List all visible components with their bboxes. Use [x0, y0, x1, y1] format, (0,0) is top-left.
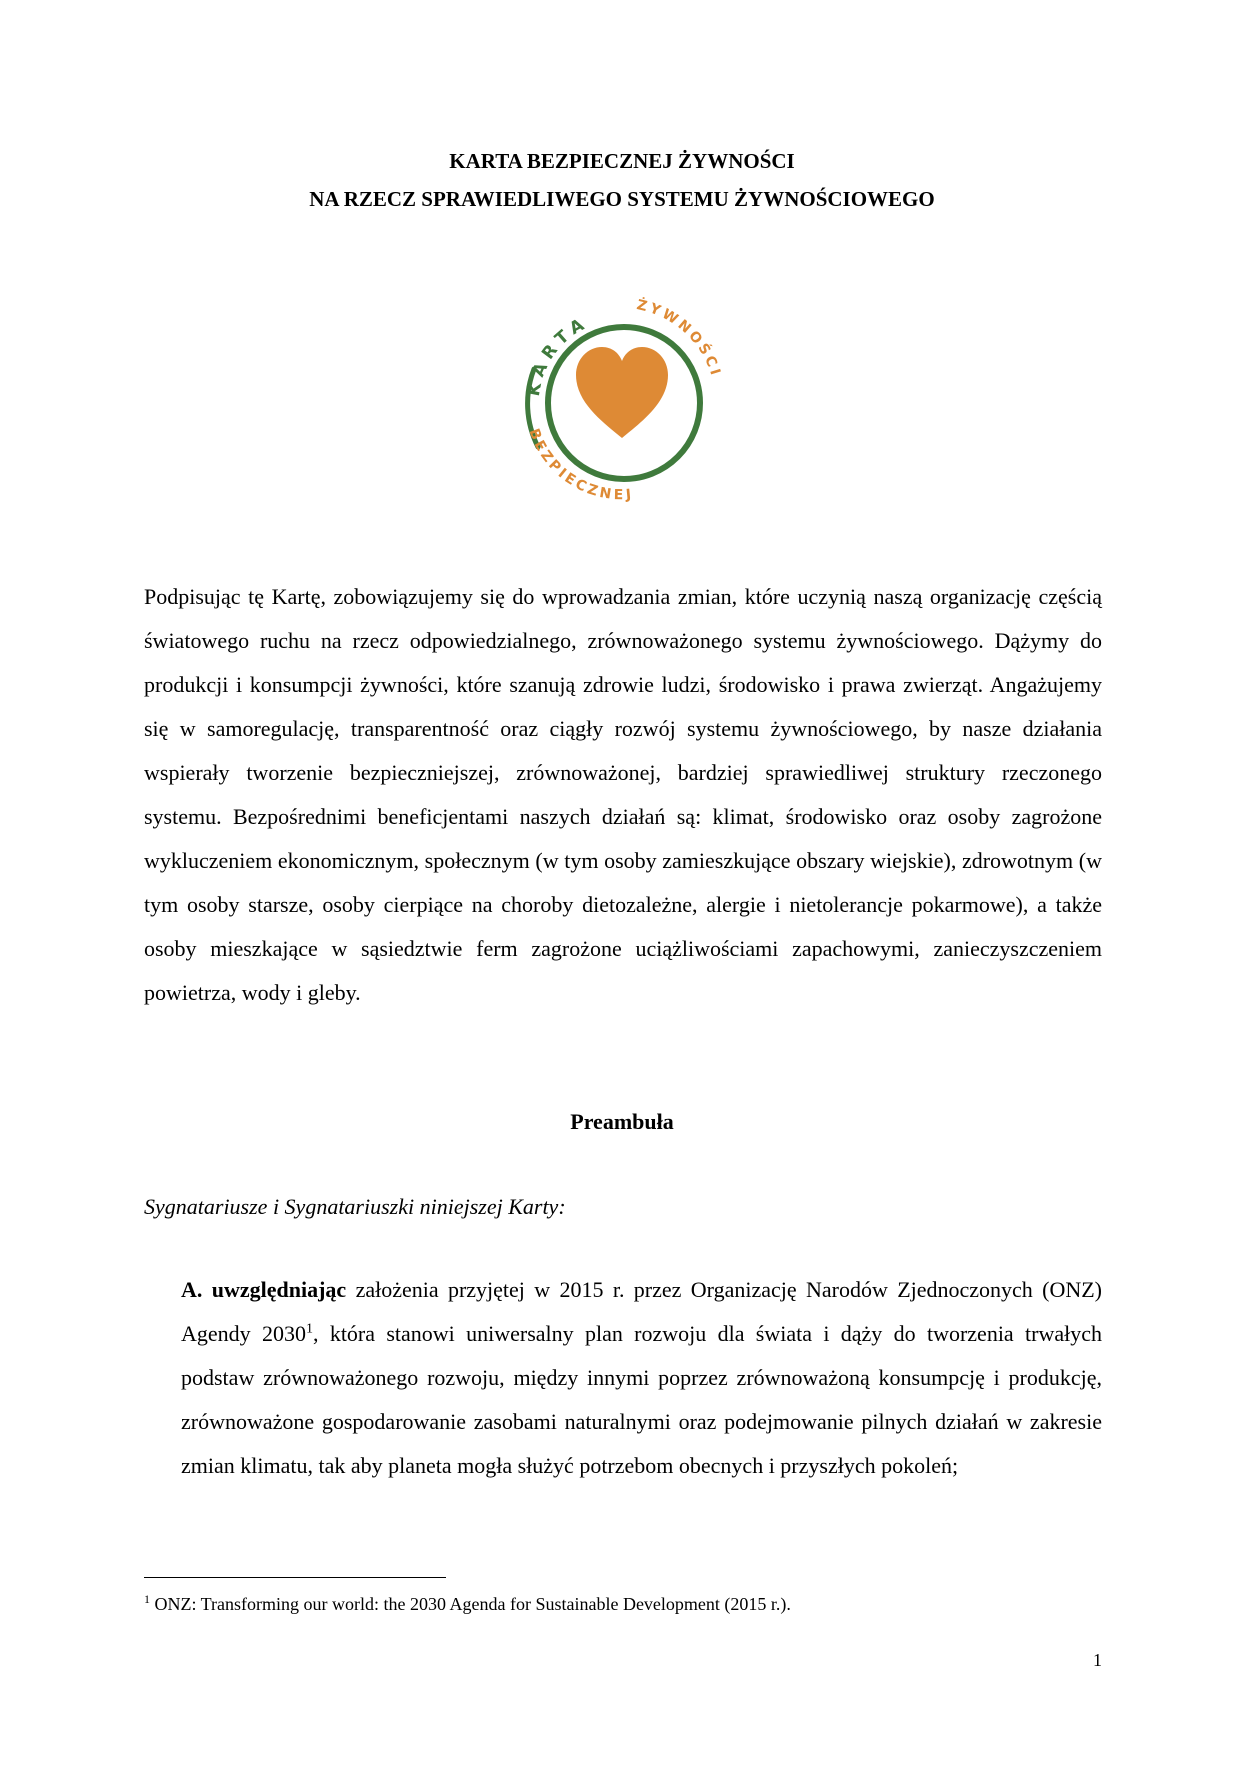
item-marker: A. — [181, 1277, 203, 1302]
karta-logo — [494, 275, 750, 531]
item-keyword: uwzględniając — [211, 1277, 347, 1302]
footnote-divider — [144, 1577, 446, 1578]
footnote-reference[interactable]: 1 — [305, 1321, 313, 1337]
footnote-text: ONZ: Transforming our world: the 2030 Agenda for Sustainable Development (2015 r.). — [154, 1594, 791, 1614]
title-line-1: KARTA BEZPIECZNEJ ŻYWNOŚCI — [449, 149, 795, 173]
logo-text-bottom: BEZPIECZNEJ — [525, 426, 635, 504]
footnote — [144, 1592, 791, 1616]
preamble-item-a — [181, 1268, 1102, 1488]
footnote-number: 1 — [144, 1592, 150, 1606]
item-text-after-ref: , która stanowi uniwersalny plan rozwoju dla świata i dąży do tworzenia trwałych podstaw zrównoważonego rozwoju, między innymi poprzez zrównoważoną konsumpcję i produkcję, zrównoważone gospodarowanie zasobami naturalnymi oraz podejmowanie pilnych działań w zakresie zmian klimatu, tak aby planeta mogła służyć potrzebom obecnych i przyszłych pokoleń; — [181, 1321, 1102, 1478]
page-number: 1 — [1093, 1650, 1102, 1670]
intro-paragraph: Podpisując tę Kartę, zobowiązujemy się do wprowadzania zmian, które uczynią naszą organizację częścią światowego ruchu na rzecz odpowiedzialnego, zrównoważonego systemu żywnościowego. Dążymy do produkcji i konsumpcji żywności, które szanują zdrowie ludzi, środowisko i prawa zwierząt. Angażujemy się w samoregulację, transparentność oraz ciągły rozwój systemu żywnościowego, by nasze działania wspierały tworzenie bezpieczniejszej, zrównoważonej, bardziej sprawiedliwej struktury rzeczonego systemu. Bezpośrednimi beneficjentami naszych działań są: klimat, środowisko oraz osoby zagrożone wykluczeniem ekonomicznym, społecznym (w tym osoby zamieszkujące obszary wiejskie), zdrowotnym (w tym osoby starsze, osoby cierpiące na choroby dietozależne, alergie i nietolerancje pokarmowe), a także osoby mieszkające w sąsiedztwie ferm zagrożone uciążliwościami zapachowymi, zanieczyszczeniem powietrza, wody i gleby. — [144, 584, 1102, 1005]
lead-in: Sygnatariusze i Sygnatariuszki niniejszej Karty: — [144, 1194, 566, 1219]
logo-text-right: ŻYWNOŚCI — [635, 297, 724, 380]
logo-text-top: KARTA — [523, 312, 593, 398]
heart-icon — [576, 347, 668, 438]
karta-logo-graphic — [494, 275, 750, 531]
document-title — [144, 142, 1100, 218]
item-text-before-ref: założenia przyjętej w 2015 r. przez Organizację Narodów Zjednoczonych (ONZ) Agendy 2030 — [181, 1277, 1103, 1346]
title-line-2: NA RZECZ SPRAWIEDLIWEGO SYSTEMU ŻYWNOŚCIOWEGO — [309, 187, 935, 211]
section-heading: Preambuła — [570, 1109, 674, 1134]
